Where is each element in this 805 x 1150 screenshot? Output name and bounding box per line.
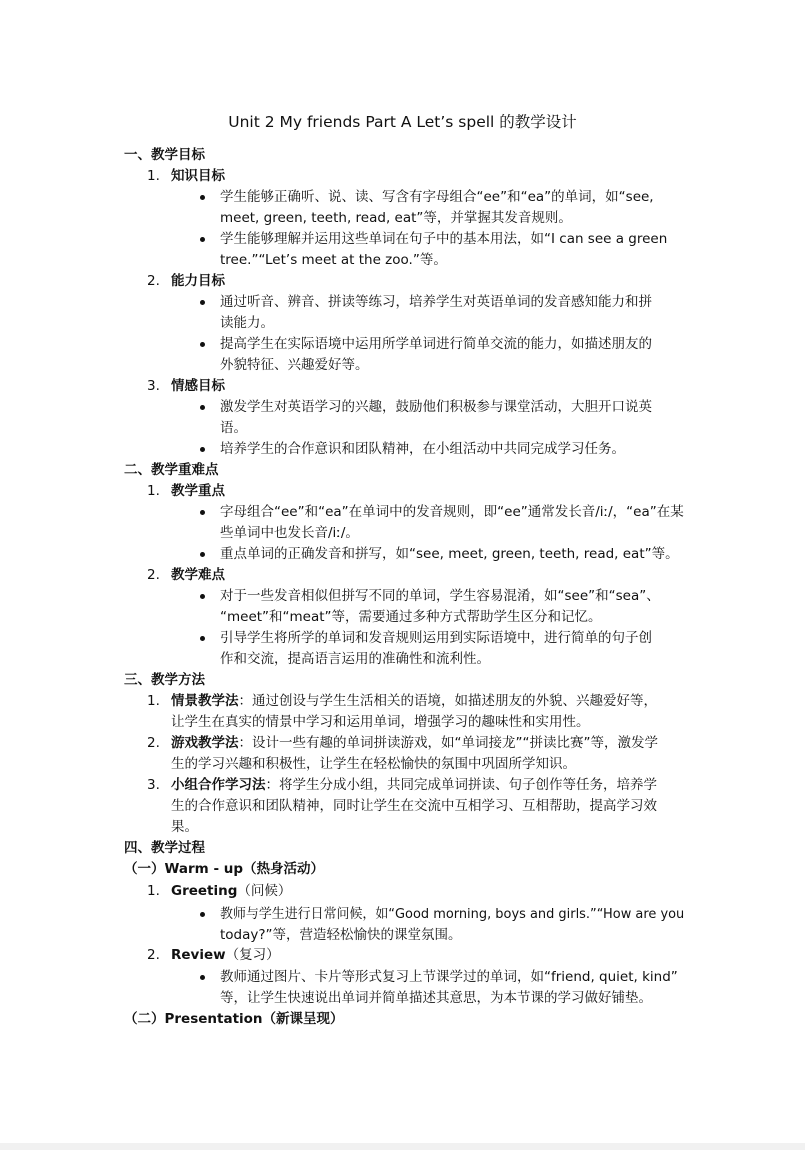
bullet-dot bbox=[200, 510, 205, 515]
text-line: meet, green, teeth, read, eat”等，并掌握其发音规则。 bbox=[220, 210, 572, 226]
text-line bbox=[171, 775, 657, 795]
bullet-dot bbox=[200, 594, 205, 599]
item-number: 2. bbox=[147, 273, 160, 289]
bullet-dot bbox=[200, 405, 205, 410]
item-number: 3. bbox=[147, 777, 160, 793]
text-line bbox=[171, 733, 658, 753]
bullet-dot bbox=[200, 300, 205, 305]
text-line: 等，让学生快速说出单词并简单描述其意思，为本节课的学习做好铺垫。 bbox=[220, 990, 652, 1006]
text-line: 语。 bbox=[220, 420, 247, 436]
subsection-heading: （一）Warm - up（热身活动） bbox=[124, 861, 325, 877]
bullet-dot bbox=[200, 447, 205, 452]
text-line: 学生能够理解并运用这些单词在句子中的基本用法，如“I can see a green bbox=[220, 231, 668, 247]
item-number: 1. bbox=[147, 883, 160, 899]
bullet-dot bbox=[200, 342, 205, 347]
item-label: Greeting bbox=[171, 883, 238, 899]
item-note: （问候） bbox=[237, 883, 292, 899]
item-label: 教学重点 bbox=[171, 483, 225, 499]
item-number: 1. bbox=[147, 483, 160, 499]
section-heading: 二、教学重难点 bbox=[124, 462, 219, 478]
text-line: 引导学生将所学的单词和发音规则运用到实际语境中，进行简单的句子创 bbox=[220, 630, 652, 646]
item-label: 游戏教学法 bbox=[171, 735, 239, 751]
item-label: 能力目标 bbox=[171, 273, 225, 289]
text-line: 生的合作意识和团队精神，同时让学生在交流中互相学习、互相帮助，提高学习效 bbox=[171, 798, 657, 814]
item-label: Review bbox=[171, 947, 226, 963]
text-line: 果。 bbox=[171, 819, 198, 835]
item-label: 情景教学法 bbox=[171, 693, 239, 709]
item-number: 2. bbox=[147, 735, 160, 751]
text-line: today?”等，营造轻松愉快的课堂氛围。 bbox=[220, 927, 462, 943]
subsection-heading: （二）Presentation（新课呈现） bbox=[124, 1011, 344, 1027]
text-line bbox=[171, 945, 280, 965]
item-number: 2. bbox=[147, 947, 160, 963]
bullet-dot bbox=[200, 552, 205, 557]
text-line: 对于一些发音相似但拼写不同的单词，学生容易混淆，如“see”和“sea”、 bbox=[220, 588, 660, 604]
document-title: Unit 2 My friends Part A Let’s spell 的教学设计 bbox=[228, 113, 577, 131]
bullet-dot bbox=[200, 237, 205, 242]
text-line: 通过听音、辨音、拼读等练习，培养学生对英语单词的发音感知能力和拼 bbox=[220, 294, 652, 310]
section-heading: 一、教学目标 bbox=[124, 147, 205, 163]
item-label: 小组合作学习法 bbox=[171, 777, 266, 793]
text-line: 激发学生对英语学习的兴趣，鼓励他们积极参与课堂活动，大胆开口说英 bbox=[220, 399, 652, 415]
bullet-dot bbox=[200, 912, 205, 917]
item-number: 3. bbox=[147, 378, 160, 394]
text-line: 外貌特征、兴趣爱好等。 bbox=[220, 357, 369, 373]
text-line: 字母组合“ee”和“ea”在单词中的发音规则，即“ee”通常发长音/iː/，“ea”在某 bbox=[220, 504, 684, 520]
bullet-dot bbox=[200, 636, 205, 641]
text-line: 培养学生的合作意识和团队精神，在小组活动中共同完成学习任务。 bbox=[220, 441, 625, 457]
bullet-dot bbox=[200, 975, 205, 980]
text-line: 学生能够正确听、说、读、写含有字母组合“ee”和“ea”的单词，如“see, bbox=[220, 189, 654, 205]
text-line: tree.”“Let’s meet at the zoo.”等。 bbox=[220, 252, 447, 268]
item-number: 1. bbox=[147, 168, 160, 184]
text-line: “meet”和“meat”等，需要通过多种方式帮助学生区分和记忆。 bbox=[220, 609, 602, 625]
text-line: 作和交流，提高语言运用的准确性和流利性。 bbox=[220, 651, 490, 667]
text-line bbox=[171, 881, 291, 901]
text-line: 生的学习兴趣和积极性，让学生在轻松愉快的氛围中巩固所学知识。 bbox=[171, 756, 576, 772]
item-text: ：设计一些有趣的单词拼读游戏，如“单词接龙”“拼读比赛”等，激发学 bbox=[238, 735, 658, 751]
bullet-dot bbox=[200, 195, 205, 200]
text-line bbox=[171, 691, 657, 711]
section-heading: 四、教学过程 bbox=[124, 840, 205, 856]
item-label: 教学难点 bbox=[171, 567, 225, 583]
item-note: （复习） bbox=[225, 947, 280, 963]
item-number: 1. bbox=[147, 693, 160, 709]
text-line: 读能力。 bbox=[220, 315, 274, 331]
text-line: 重点单词的正确发音和拼写，如“see, meet, green, teeth, read, eat”等。 bbox=[220, 546, 679, 562]
item-label: 知识目标 bbox=[171, 168, 225, 184]
item-label: 情感目标 bbox=[171, 378, 225, 394]
text-line: 让学生在真实的情景中学习和运用单词，增强学习的趣味性和实用性。 bbox=[171, 714, 590, 730]
item-text: ：通过创设与学生生活相关的语境，如描述朋友的外貌、兴趣爱好等， bbox=[238, 693, 657, 709]
item-text: ：将学生分成小组，共同完成单词拼读、句子创作等任务，培养学 bbox=[265, 777, 657, 793]
text-line: 教师通过图片、卡片等形式复习上节课学过的单词，如“friend, quiet, kind” bbox=[220, 969, 678, 985]
text-line: 提高学生在实际语境中运用所学单词进行简单交流的能力，如描述朋友的 bbox=[220, 336, 652, 352]
section-heading: 三、教学方法 bbox=[124, 672, 205, 688]
text-line: 教师与学生进行日常问候，如“Good morning, boys and girls.”“How are you bbox=[220, 906, 685, 922]
text-line: 些单词中也发长音/iː/。 bbox=[220, 525, 359, 541]
item-number: 2. bbox=[147, 567, 160, 583]
